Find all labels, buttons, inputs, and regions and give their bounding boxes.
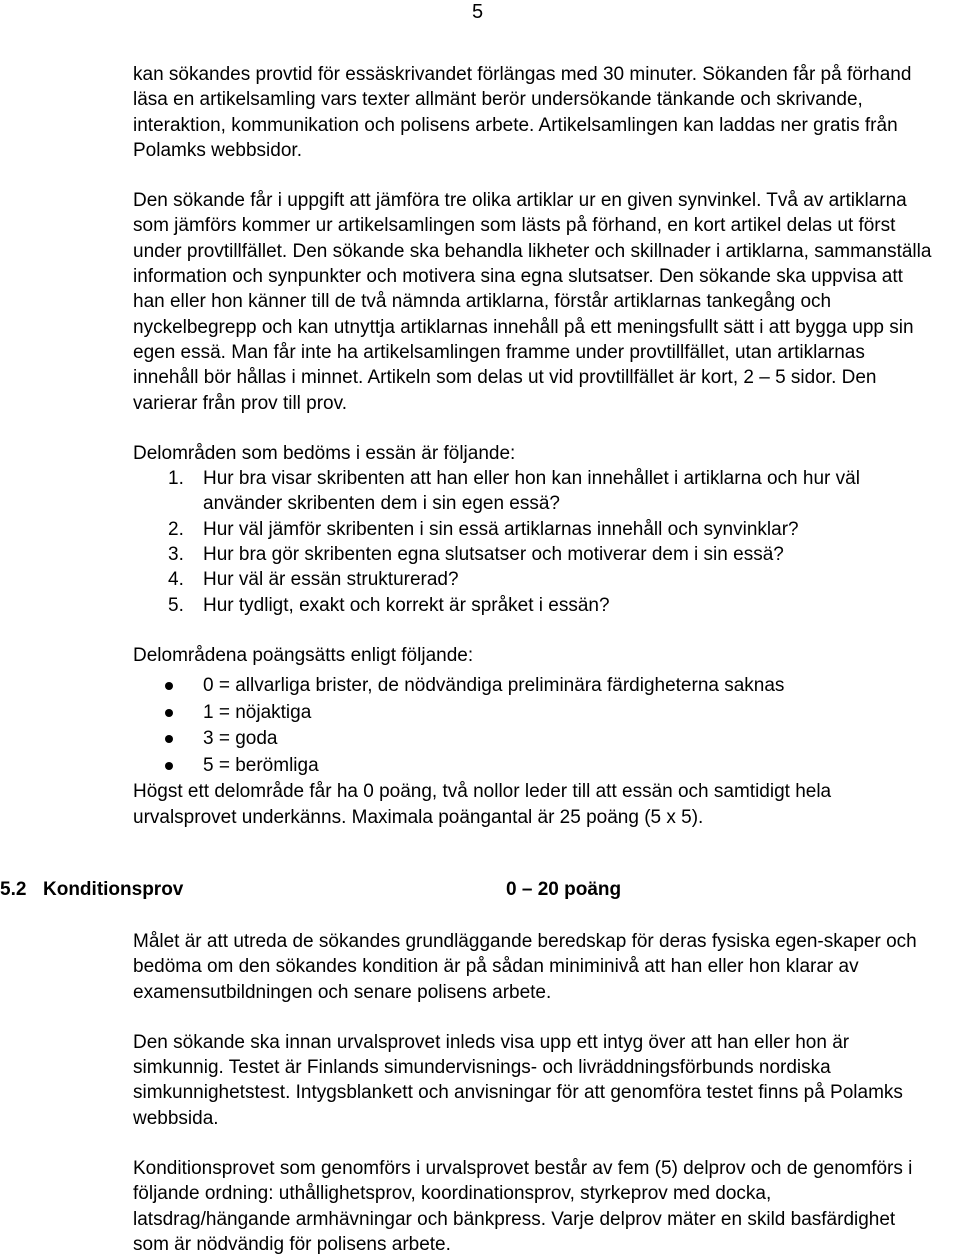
scoring-intro: Delområdena poängsätts enligt följande: xyxy=(133,644,474,666)
criteria-intro: Delområden som bedöms i essän är följande: xyxy=(133,442,516,464)
paragraph-max-points: Högst ett delområde får ha 0 poäng, två nollor leder till att essän och samtidigt hela urvalsprovet underkänns. Maximala poängantal är 25 poäng (5 x 5). xyxy=(133,781,832,828)
list-item xyxy=(133,753,933,780)
bullet-icon xyxy=(165,709,173,717)
list-item-text: 3 = goda xyxy=(203,728,278,750)
list-item-number: 2. xyxy=(168,518,184,540)
section-points: 0 – 20 poäng xyxy=(506,879,622,900)
paragraph-fitness-goal: Målet är att utreda de sökandes grundläggande beredskap för deras fysiska egen-skaper och bedöma om den sökandes kondition är på sådan miniminivå att han eller hon klarar av examensutbildningen och senare polisens arbete. xyxy=(133,931,917,1003)
list-item-text: 0 = allvarliga brister, de nödvändiga preliminära färdigheterna saknas xyxy=(203,675,785,697)
list-item xyxy=(133,517,933,542)
list-item-text: Hur bra gör skribenten egna slutsatser och motiverar dem i sin essä? xyxy=(203,544,784,566)
list-item xyxy=(133,726,933,753)
list-item xyxy=(133,700,933,727)
paragraph-provtid: kan sökandes provtid för essäskrivandet förlängas med 30 minuter. Sökanden får på förhand läsa en artikelsamling vars texter allmänt berör undersökande tänkande och skrivande, interaktion, kommunikation och polisens arbete. Artikelsamlingen kan laddas ner gratis från Polamks webbsidor. xyxy=(133,64,912,161)
list-item xyxy=(133,567,933,592)
list-item xyxy=(133,466,933,517)
list-item-text: 1 = nöjaktiga xyxy=(203,701,312,723)
paragraph-essay-task: Den sökande får i uppgift att jämföra tre olika artiklar ur en given synvinkel. Två av artiklarna som jämförs kommer ur artikelsamlingen som lästs på förhand, en kort artikel delas ut först under provtillfället. Den sökande ska behandla likheter och skillnader i artiklarna, sammanställa information och synpunkter och motivera sina egna slutsatser. Den sökande ska uppvisa att han eller hon känner till de två nämnda artiklarna, förstår artiklarnas tankegång och nyckelbegrepp och kan utnyttja artiklarnas innehåll på ett meningsfullt sätt i att bygga upp sin egen essä. Man får inte ha artikelsamlingen framme under provtillfället, utan artiklarnas innehåll bör hållas i minnet. Artikeln som delas ut vid provtillfället är kort, 2 – 5 sidor. Den varierar från prov till prov. xyxy=(133,190,932,414)
scoring-list xyxy=(133,673,933,779)
fitness-section-body xyxy=(133,929,933,1257)
paragraph-swimming: Den sökande ska innan urvalsprovet inleds visa upp ett intyg över att han eller hon är simkunnig. Testet är Finlands simundervisnings- och livräddningsförbunds nordiska simkunnighetstest. Intygsblankett och anvisningar för att genomföra testet finns på Polamks webbsida. xyxy=(133,1031,903,1129)
bullet-icon xyxy=(165,735,173,743)
list-item-text: Hur väl är essän strukturerad? xyxy=(203,569,459,591)
paragraph-subtests: Konditionsprovet som genomförs i urvalsprovet består av fem (5) delprov och de genomförs i följande ordning: uthållighetsprov, koordinationsprov, styrkeprov med docka, latsdrag/hängande armhävningar och bänkpress. Varje delprov mäter en skild basfärdighet som är nödvändig för polisens arbete. xyxy=(133,1158,913,1255)
bullet-icon xyxy=(165,762,173,770)
section-number: 5.2 xyxy=(0,879,27,900)
section-title: Konditionsprov xyxy=(43,879,184,900)
criteria-list xyxy=(133,466,933,618)
list-item-number: 3. xyxy=(168,544,184,566)
list-item-text: Hur tydligt, exakt och korrekt är språket i essän? xyxy=(203,594,610,616)
page-number: 5 xyxy=(472,1,484,23)
list-item xyxy=(133,593,933,618)
list-item-number: 1. xyxy=(168,468,184,490)
bullet-icon xyxy=(165,682,173,690)
list-item-number: 4. xyxy=(168,569,184,591)
list-item-text: 5 = berömliga xyxy=(203,754,319,776)
list-item xyxy=(133,542,933,567)
list-item xyxy=(133,673,933,700)
essay-section-body xyxy=(133,62,933,830)
list-item-number: 5. xyxy=(168,594,184,616)
list-item-text: Hur väl jämför skribenten i sin essä artiklarnas innehåll och synvinklar? xyxy=(203,518,799,540)
list-item-text: Hur bra visar skribenten att han eller hon kan innehållet i artiklarna och hur väl använder skribenten dem i sin egen essä? xyxy=(203,468,860,515)
